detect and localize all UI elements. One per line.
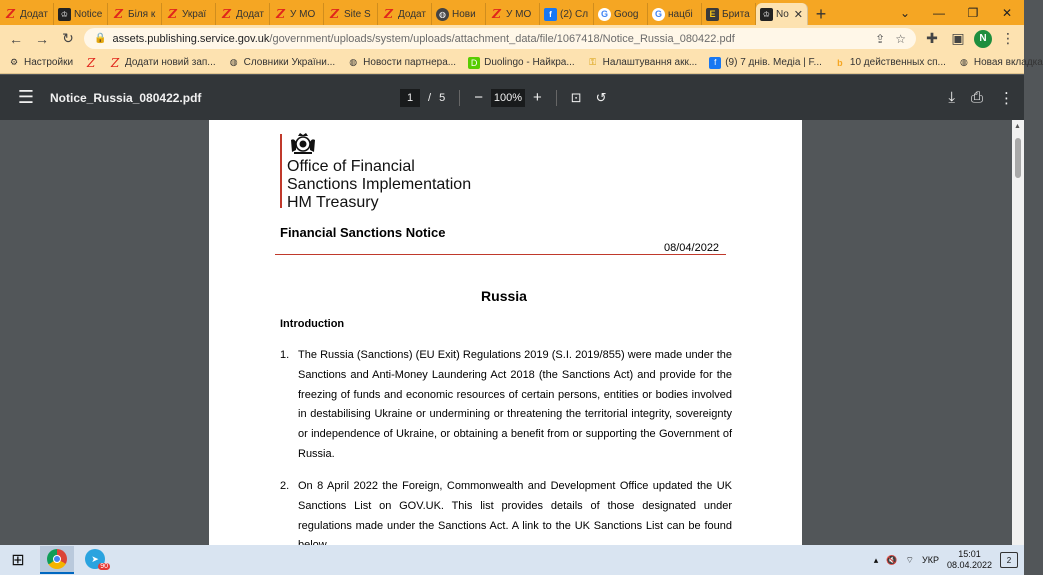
close-icon[interactable]: ✕ [793, 8, 803, 21]
header-rule [275, 254, 726, 255]
chrome-icon [47, 549, 67, 569]
address-bar[interactable] [84, 28, 916, 49]
reload-button[interactable]: ↻ [62, 30, 74, 46]
telegram-icon: ➤ [85, 549, 105, 569]
globe-icon: ◍ [959, 57, 968, 67]
b-icon: b [837, 57, 843, 68]
browser-toolbar [0, 25, 1024, 52]
fit-page-icon[interactable]: ⊡ [570, 89, 582, 105]
globe-icon: ◍ [229, 57, 238, 67]
clock[interactable]: 15:01 08.04.2022 [946, 549, 992, 570]
taskbar [0, 545, 1024, 575]
menu-kebab-icon[interactable]: ⋮ [1001, 30, 1015, 46]
crown-icon: ♔ [760, 8, 773, 21]
notice-date: 08/04/2022 [664, 242, 720, 254]
taskbar-chrome[interactable] [40, 546, 74, 574]
bookmark-star-icon[interactable]: ☆ [895, 31, 906, 46]
document-heading: Russia [481, 288, 527, 304]
google-icon: G [598, 8, 611, 21]
bookmark-item[interactable]: D Duolingo - Найкра... [468, 57, 575, 69]
zoom-out-button[interactable]: − [474, 89, 483, 106]
new-tab-button[interactable]: + [815, 3, 827, 24]
e-icon: E [706, 8, 719, 21]
bookmark-item[interactable]: ◍ Новости партнера... [347, 57, 456, 69]
z-icon: Z [330, 7, 339, 21]
paragraph [280, 477, 732, 537]
pdf-filename: Notice_Russia_080422.pdf [50, 90, 202, 105]
key-icon: ⚿ [589, 57, 597, 67]
network-icon[interactable]: ⌔ [905, 554, 914, 565]
pdf-actions [948, 75, 1014, 120]
gear-icon: ⚙ [9, 57, 19, 67]
rotate-icon[interactable]: ↺ [595, 89, 607, 105]
z-icon: Z [114, 7, 123, 21]
side-panel-icon[interactable]: ▣ [951, 30, 965, 46]
logo-rule [280, 134, 282, 208]
section-heading: Introduction [280, 318, 345, 330]
z-icon: Z [6, 7, 15, 21]
more-options-icon[interactable]: ⋮ [999, 89, 1014, 107]
windows-start-icon[interactable]: ⊞ [11, 552, 25, 569]
globe-icon: ◍ [436, 8, 449, 21]
browser-tab[interactable]: G нацбі [648, 3, 702, 25]
royal-crest-icon [288, 130, 318, 156]
page-number-input[interactable]: 1 [400, 89, 420, 107]
back-button[interactable]: ← [9, 30, 23, 47]
chevron-down-icon[interactable]: ⌄ [899, 5, 911, 20]
tab-strip [0, 0, 1024, 25]
zoom-in-button[interactable]: + [532, 89, 542, 106]
profile-avatar[interactable]: N [974, 30, 992, 48]
browser-tab[interactable]: Z Біля к [108, 3, 162, 25]
z-icon: Z [168, 7, 177, 21]
browser-tab[interactable]: f (2) Сл [540, 3, 594, 25]
browser-tab[interactable]: Z Додат [378, 3, 432, 25]
extensions-icon[interactable]: ✚ [926, 30, 938, 46]
pdf-page-controls [400, 75, 607, 120]
fb-icon: f [544, 8, 557, 21]
url-path: /government/uploads/system/uploads/attachment_data/file/1067418/Notice_Russia_080422.pdf [269, 32, 735, 45]
bookmark-item[interactable]: b 10 действенных сп... [834, 57, 946, 69]
z-icon: Z [492, 7, 501, 21]
bookmark-item[interactable]: ◍ Новая вкладка [958, 57, 1043, 69]
browser-tab[interactable]: ♔ Notice [54, 3, 108, 25]
z-icon: Z [110, 55, 120, 70]
z-icon: Z [276, 7, 285, 21]
browser-tab-active[interactable]: ♔ No ✕ [756, 3, 808, 25]
fb-icon: f [709, 57, 721, 69]
menu-icon[interactable]: ☰ [17, 87, 35, 107]
crown-icon: ♔ [58, 8, 71, 21]
paragraph-text: The Russia (Sanctions) (EU Exit) Regulations 2019 (S.I. 2019/855) were made under the Sanctions and Anti-Money Laundering Act 2018 (the Sanctions Act) and provide for the freezing of funds and economic resources of certain persons, entities or bodies involved in destabilising Ukraine or undermining or threatening the territorial integrity, sovereignty or independence of Ukraine, or obtaining a benefit from or supporting the Government of Russia. [298, 349, 732, 460]
z-icon: Z [222, 7, 231, 21]
restore-button[interactable]: ❐ [967, 5, 979, 20]
minimize-button[interactable]: — [933, 5, 945, 20]
window-controls [888, 0, 1024, 25]
bookmark-item[interactable] [85, 57, 97, 69]
scroll-up-icon[interactable]: ▲ [1014, 123, 1021, 130]
browser-tab[interactable]: ◍ Нови [432, 3, 486, 25]
share-icon[interactable]: ⇪ [875, 31, 886, 46]
browser-tab[interactable]: Z У МО [486, 3, 540, 25]
url-host: assets.publishing.service.gov.uk [112, 32, 270, 45]
browser-tab[interactable]: G Goog [594, 3, 648, 25]
total-pages: 5 [439, 91, 446, 104]
bookmarks-bar [0, 52, 1043, 74]
browser-tab[interactable]: Z У МО [270, 3, 324, 25]
scrollbar-thumb[interactable] [1015, 138, 1021, 178]
close-window-button[interactable]: ✕ [1001, 5, 1013, 20]
scrollbar[interactable] [1012, 120, 1024, 545]
paragraph-text: On 8 April 2022 the Foreign, Commonwealth and Development Office updated the UK Sanctions List on GOV.UK. This list provides details of those designated under regulations made under the Sanctions Act. A link to the UK Sanctions List can be found [298, 480, 732, 532]
browser-tab[interactable]: Z Украї [162, 3, 216, 25]
browser-tab[interactable]: E Брита [702, 3, 756, 25]
bookmark-item[interactable]: f (9) 7 днів. Медіа | F... [709, 57, 822, 69]
google-icon: G [652, 8, 665, 21]
zoom-level-input[interactable]: 100% [491, 89, 525, 107]
system-tray [874, 545, 1018, 575]
print-icon[interactable]: ⎙ [970, 89, 983, 106]
divider [459, 90, 460, 106]
volume-muted-icon[interactable]: 🔇 [886, 554, 898, 565]
chevron-up-icon[interactable]: ▴ [873, 554, 879, 565]
forward-button[interactable]: → [35, 30, 49, 47]
paragraph [280, 346, 732, 465]
download-icon[interactable]: ⤓ [948, 89, 955, 106]
paragraph-number: 2. [280, 480, 290, 492]
browser-tab[interactable]: Z Додат [216, 3, 270, 25]
lock-icon[interactable]: 🔒 [94, 33, 107, 44]
z-icon: Z [86, 55, 96, 70]
notifications-icon[interactable]: 2 [1000, 552, 1018, 568]
notice-title: Financial Sanctions Notice [280, 225, 446, 240]
paragraph-number: 1. [280, 349, 290, 361]
bookmark-item[interactable]: ⚿ Налаштування акк... [587, 57, 698, 69]
globe-icon: ◍ [349, 57, 358, 67]
browser-tab[interactable]: Z Site S [324, 3, 378, 25]
pdf-toolbar [0, 75, 1024, 120]
bookmark-item[interactable]: ◍ Словники України... [228, 57, 336, 69]
language-indicator[interactable]: УКР [921, 555, 939, 565]
browser-tab[interactable]: Z Додат [0, 3, 54, 25]
duolingo-icon: D [468, 57, 480, 69]
bookmark-item[interactable]: ⚙ Настройки [9, 57, 74, 68]
ofsi-logo-text: Office of Financial Sanctions Implementation HM Treasury [287, 158, 472, 211]
taskbar-telegram[interactable] [78, 546, 112, 574]
divider [556, 90, 557, 106]
bookmark-item[interactable]: Z Додати новий зап... [110, 55, 216, 70]
z-icon: Z [384, 7, 393, 21]
telegram-badge: 90 [100, 563, 108, 570]
page-separator: / [428, 91, 432, 104]
